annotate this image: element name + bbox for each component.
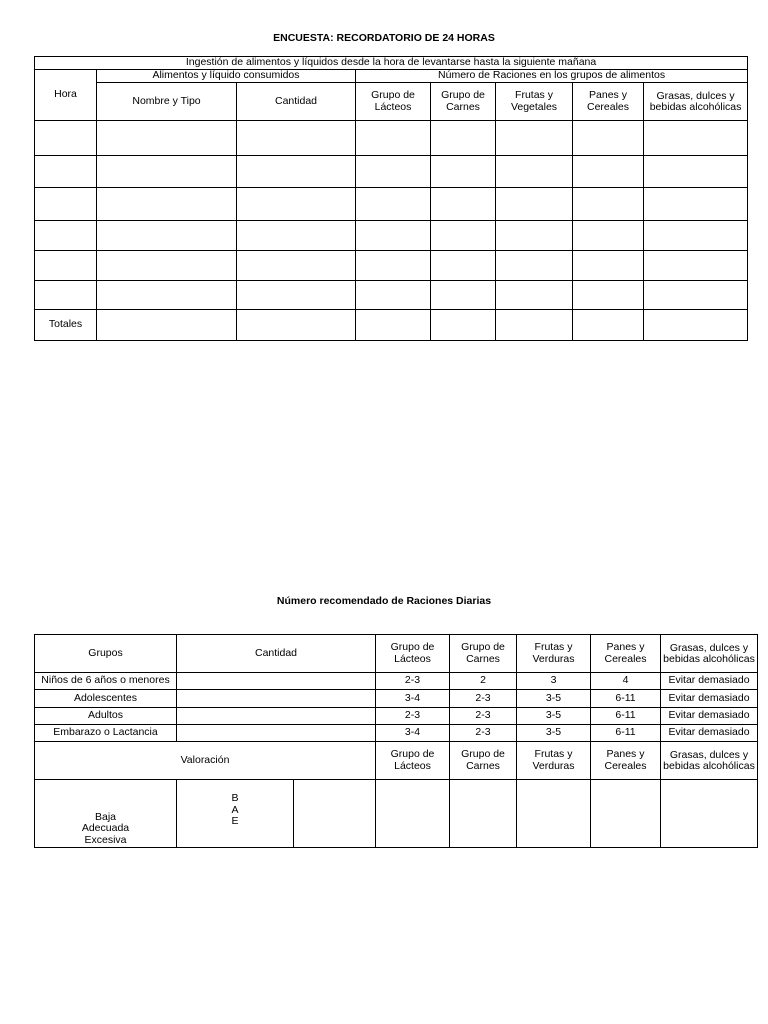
entry-cell[interactable] bbox=[376, 780, 450, 848]
entry-cell[interactable] bbox=[237, 156, 356, 188]
entry-cell[interactable] bbox=[237, 221, 356, 251]
entry-cell[interactable] bbox=[97, 310, 237, 341]
entry-cell[interactable] bbox=[35, 221, 97, 251]
entry-cell[interactable] bbox=[573, 121, 644, 156]
value-cell: 6-11 bbox=[591, 708, 661, 725]
code-b: B bbox=[231, 792, 239, 804]
entry-cell[interactable] bbox=[431, 121, 496, 156]
group-label: Adolescentes bbox=[35, 690, 177, 708]
group-label: Embarazo o Lactancia bbox=[35, 725, 177, 742]
entry-cell[interactable] bbox=[450, 780, 517, 848]
entry-cell[interactable] bbox=[97, 281, 237, 310]
entry-cell[interactable] bbox=[35, 251, 97, 281]
entry-cell[interactable] bbox=[496, 121, 573, 156]
value-cell: 3-5 bbox=[517, 725, 591, 742]
value-cell: 6-11 bbox=[591, 690, 661, 708]
value-cell: Evitar demasiado bbox=[661, 725, 758, 742]
table-row bbox=[35, 690, 758, 708]
entry-cell[interactable] bbox=[644, 251, 748, 281]
entry-cell[interactable] bbox=[237, 281, 356, 310]
entry-cell[interactable] bbox=[496, 281, 573, 310]
col-frutas: Frutas y Verduras bbox=[517, 742, 591, 780]
value-cell: 2-3 bbox=[450, 690, 517, 708]
table-row bbox=[35, 121, 748, 156]
table-row bbox=[35, 251, 748, 281]
level-excesiva: Excesiva bbox=[84, 833, 127, 846]
col-frutas: Frutas y Verduras bbox=[517, 635, 591, 673]
entry-cell[interactable] bbox=[237, 188, 356, 221]
col-cantidad: Cantidad bbox=[177, 635, 376, 673]
servings-header: Número de Raciones en los grupos de alimentos bbox=[356, 70, 748, 83]
entry-cell[interactable] bbox=[644, 188, 748, 221]
entry-cell[interactable] bbox=[35, 156, 97, 188]
group-label: Adultos bbox=[35, 708, 177, 725]
col-panes: Panes y Cereales bbox=[591, 635, 661, 673]
value-cell: Evitar demasiado bbox=[661, 708, 758, 725]
entry-cell[interactable] bbox=[356, 281, 431, 310]
col-frutas: Frutas y Vegetales bbox=[496, 83, 573, 121]
col-hora: Hora bbox=[35, 70, 97, 121]
entry-cell[interactable] bbox=[177, 708, 376, 725]
entry-cell[interactable] bbox=[35, 121, 97, 156]
valoracion-levels bbox=[35, 780, 177, 848]
value-cell: Evitar demasiado bbox=[661, 690, 758, 708]
level-adecuada: Adecuada bbox=[81, 822, 130, 834]
code-e: E bbox=[231, 815, 239, 827]
entry-cell[interactable] bbox=[661, 780, 758, 848]
totals-row bbox=[35, 310, 748, 341]
entry-cell[interactable] bbox=[35, 188, 97, 221]
entry-cell[interactable] bbox=[97, 221, 237, 251]
value-cell: 2-3 bbox=[450, 708, 517, 725]
entry-cell[interactable] bbox=[644, 221, 748, 251]
totals-label: Totales bbox=[35, 310, 97, 341]
entry-cell[interactable] bbox=[356, 156, 431, 188]
table-row bbox=[35, 281, 748, 310]
value-cell: 3 bbox=[517, 673, 591, 690]
entry-cell[interactable] bbox=[177, 725, 376, 742]
value-cell: 3-5 bbox=[517, 708, 591, 725]
entry-cell[interactable] bbox=[356, 251, 431, 281]
entry-cell[interactable] bbox=[496, 188, 573, 221]
entry-cell[interactable] bbox=[496, 251, 573, 281]
entry-cell[interactable] bbox=[517, 780, 591, 848]
entry-cell[interactable] bbox=[644, 121, 748, 156]
entry-cell[interactable] bbox=[573, 251, 644, 281]
col-carnes: Grupo de Carnes bbox=[450, 742, 517, 780]
col-nombre-tipo: Nombre y Tipo bbox=[97, 83, 237, 121]
table-row bbox=[35, 673, 758, 690]
value-cell: 3-4 bbox=[376, 725, 450, 742]
group-label: Niños de 6 años o menores bbox=[35, 673, 177, 690]
entry-cell[interactable] bbox=[573, 156, 644, 188]
table-row bbox=[35, 221, 748, 251]
entry-cell[interactable] bbox=[35, 281, 97, 310]
entry-cell[interactable] bbox=[237, 251, 356, 281]
valoracion-label: Valoración bbox=[35, 742, 376, 780]
entry-cell[interactable] bbox=[496, 156, 573, 188]
entry-cell[interactable] bbox=[496, 221, 573, 251]
entry-cell[interactable] bbox=[97, 156, 237, 188]
table-row bbox=[35, 725, 758, 742]
col-grasas: Grasas, dulces y bebidas alcohólicas bbox=[661, 742, 758, 780]
table-row bbox=[35, 708, 758, 725]
entry-cell[interactable] bbox=[573, 188, 644, 221]
entry-cell[interactable] bbox=[644, 156, 748, 188]
col-lacteos: Grupo de Lácteos bbox=[376, 742, 450, 780]
value-cell: 2 bbox=[450, 673, 517, 690]
value-cell: 4 bbox=[591, 673, 661, 690]
col-cantidad: Cantidad bbox=[237, 83, 356, 121]
col-grasas: Grasas, dulces y bebidas alcohólicas bbox=[661, 635, 758, 673]
col-panes: Panes y Cereales bbox=[591, 742, 661, 780]
entry-cell[interactable] bbox=[237, 121, 356, 156]
col-carnes: Grupo de Carnes bbox=[450, 635, 517, 673]
col-grasas: Grasas, dulces y bebidas alcohólicas bbox=[644, 83, 748, 121]
survey-title: ENCUESTA: RECORDATORIO DE 24 HORAS bbox=[273, 32, 495, 44]
entry-cell[interactable] bbox=[644, 310, 748, 341]
consumed-header: Alimentos y líquido consumidos bbox=[97, 70, 356, 83]
entry-cell[interactable] bbox=[294, 780, 376, 848]
entry-cell[interactable] bbox=[431, 281, 496, 310]
entry-cell[interactable] bbox=[237, 310, 356, 341]
table-row bbox=[35, 156, 748, 188]
entry-cell[interactable] bbox=[573, 221, 644, 251]
entry-cell[interactable] bbox=[356, 188, 431, 221]
value-cell: Evitar demasiado bbox=[661, 673, 758, 690]
intake-header: Ingestión de alimentos y líquidos desde la hora de levantarse hasta la siguiente mañana bbox=[35, 57, 748, 70]
value-cell: 3-4 bbox=[376, 690, 450, 708]
entry-cell[interactable] bbox=[431, 156, 496, 188]
entry-cell[interactable] bbox=[356, 221, 431, 251]
entry-cell[interactable] bbox=[356, 121, 431, 156]
entry-cell[interactable] bbox=[97, 251, 237, 281]
table-row bbox=[35, 188, 748, 221]
entry-cell[interactable] bbox=[573, 310, 644, 341]
recommended-title: Número recomendado de Raciones Diarias bbox=[276, 595, 492, 607]
entry-cell[interactable] bbox=[177, 690, 376, 708]
entry-cell[interactable] bbox=[573, 281, 644, 310]
entry-cell[interactable] bbox=[97, 188, 237, 221]
valoracion-codes bbox=[177, 780, 294, 848]
entry-cell[interactable] bbox=[97, 121, 237, 156]
entry-cell[interactable] bbox=[431, 251, 496, 281]
entry-cell[interactable] bbox=[431, 188, 496, 221]
col-lacteos: Grupo de Lácteos bbox=[356, 83, 431, 121]
entry-cell[interactable] bbox=[431, 310, 496, 341]
value-cell: 3-5 bbox=[517, 690, 591, 708]
entry-cell[interactable] bbox=[496, 310, 573, 341]
col-lacteos: Grupo de Lácteos bbox=[376, 635, 450, 673]
code-a: A bbox=[231, 803, 239, 816]
value-cell: 6-11 bbox=[591, 725, 661, 742]
col-panes: Panes y Cereales bbox=[573, 83, 644, 121]
entry-cell[interactable] bbox=[177, 673, 376, 690]
value-cell: 2-3 bbox=[450, 725, 517, 742]
entry-cell[interactable] bbox=[644, 281, 748, 310]
level-baja: Baja bbox=[94, 810, 116, 823]
col-carnes: Grupo de Carnes bbox=[431, 83, 496, 121]
value-cell: 2-3 bbox=[376, 708, 450, 725]
recall-table bbox=[34, 56, 748, 341]
col-grupos: Grupos bbox=[35, 635, 177, 673]
entry-cell[interactable] bbox=[431, 221, 496, 251]
entry-cell[interactable] bbox=[356, 310, 431, 341]
entry-cell[interactable] bbox=[591, 780, 661, 848]
recommended-table bbox=[34, 634, 758, 848]
value-cell: 2-3 bbox=[376, 673, 450, 690]
valoracion-row bbox=[35, 780, 758, 848]
